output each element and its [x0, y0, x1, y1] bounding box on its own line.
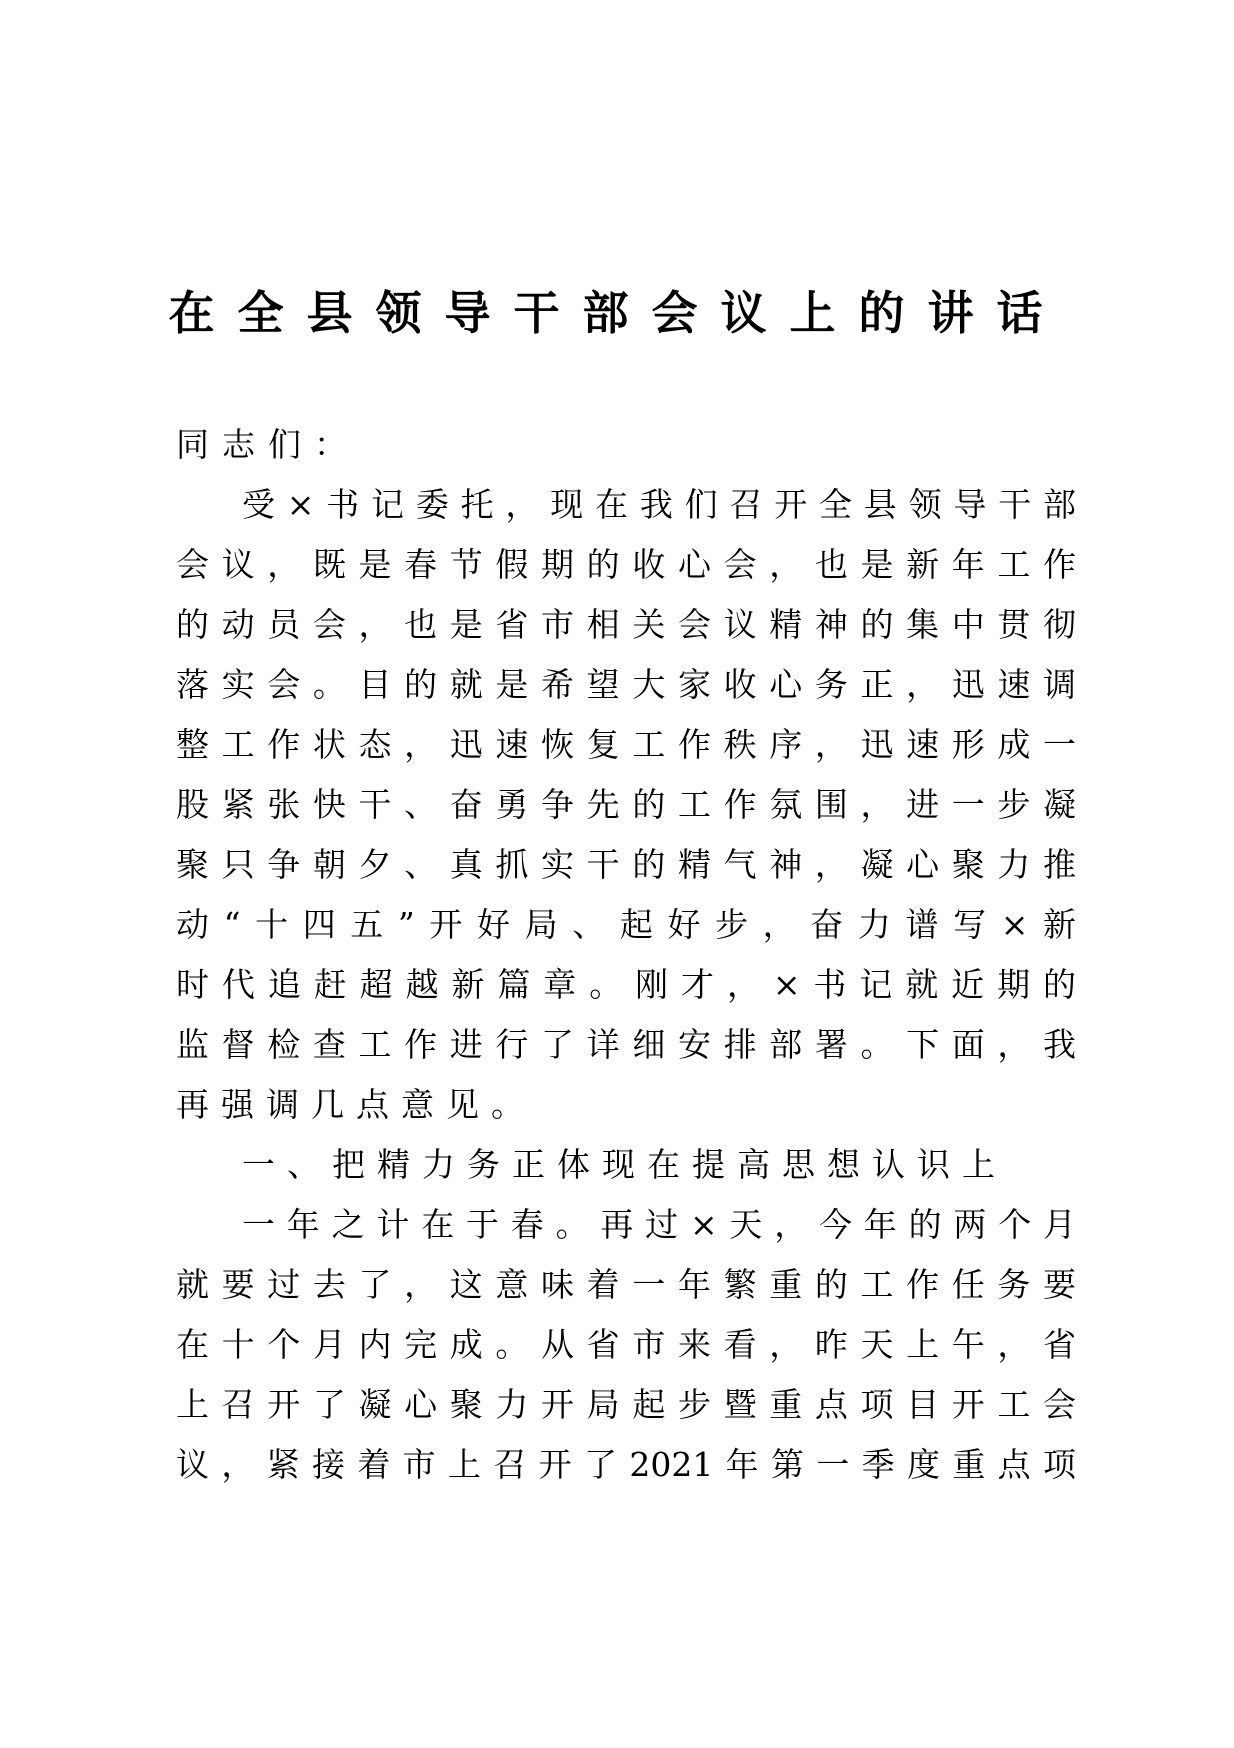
text-line: 会议，既是春节假期的收心会，也是新年工作	[176, 545, 1076, 584]
document-title: 在全县领导干部会议上的讲话	[168, 286, 1066, 340]
text-line: 一年之计在于春。再过×天，今年的两个月	[242, 1205, 1076, 1244]
section-heading: 一、把精力务正体现在提高思想认识上	[242, 1145, 1007, 1184]
text-line: 再强调几点意见。	[176, 1085, 536, 1124]
text-line: 落实会。目的就是希望大家收心务正，迅速调	[176, 665, 1076, 704]
text-line: 议，紧接着市上召开了2021年第一季度重点项	[176, 1445, 1076, 1484]
salutation: 同志们：	[176, 425, 360, 464]
text-line: 上召开了凝心聚力开局起步暨重点项目开工会	[176, 1385, 1076, 1424]
text-line: 动“十四五”开好局、起好步，奋力谱写×新	[176, 905, 1076, 944]
text-line: 聚只争朝夕、真抓实干的精气神，凝心聚力推	[176, 845, 1076, 884]
text-line: 监督检查工作进行了详细安排部署。下面，我	[176, 1025, 1076, 1064]
text-line: 时代追赶超越新篇章。刚才，×书记就近期的	[176, 965, 1076, 1004]
text-line: 就要过去了，这意味着一年繁重的工作任务要	[176, 1265, 1076, 1304]
text-line: 整工作状态，迅速恢复工作秩序，迅速形成一	[176, 725, 1076, 764]
text-line: 的动员会，也是省市相关会议精神的集中贯彻	[176, 605, 1076, 644]
paragraph-intro	[176, 475, 1076, 1495]
text-line: 受×书记委托，现在我们召开全县领导干部	[242, 485, 1076, 524]
text-line: 在十个月内完成。从省市来看，昨天上午，省	[176, 1325, 1076, 1364]
text-line: 股紧张快干、奋勇争先的工作氛围，进一步凝	[176, 785, 1076, 824]
